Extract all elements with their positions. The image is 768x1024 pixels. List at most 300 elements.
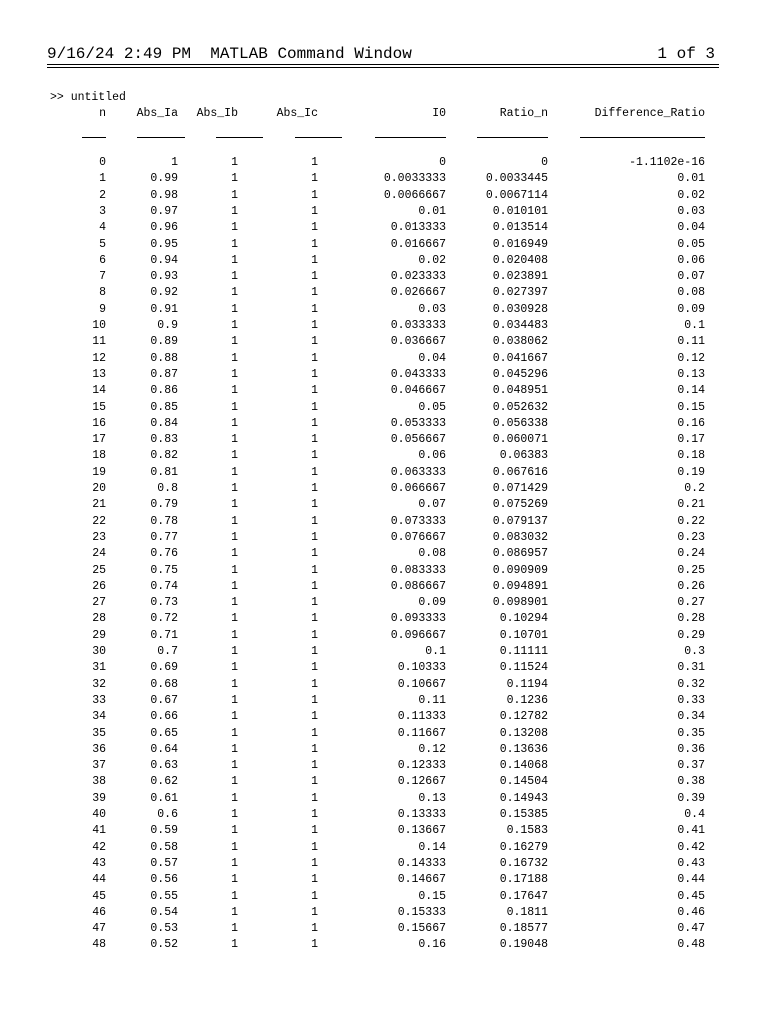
- table-cell-n: 36: [92, 742, 106, 756]
- table-cell-abs-ic: 1: [311, 319, 318, 332]
- table-cell-abs-ia: 0.67: [150, 693, 178, 707]
- table-cell-n: 43: [92, 856, 106, 870]
- table-cell-n: 1: [99, 172, 106, 186]
- table-cell-abs-ia: 0.96: [150, 221, 178, 235]
- table-cell-abs-ic: 1: [311, 482, 318, 495]
- table-cell-difference-ratio: 0.34: [677, 710, 705, 724]
- table-cell-abs-ic: 1: [311, 596, 318, 610]
- table-cell-ratio-n: 0.071429: [492, 482, 548, 495]
- table-cell-abs-ib: 1: [231, 237, 238, 251]
- table-cell-abs-ia: 0.85: [150, 400, 178, 414]
- table-cell-abs-ic: 1: [311, 367, 318, 381]
- table-cell-abs-ib: 1: [231, 873, 238, 887]
- header-title: 9/16/24 2:49 PM MATLAB Command Window: [47, 45, 412, 63]
- table-cell-ratio-n: 0.14504: [499, 775, 548, 789]
- table-cell-i0: 0.016667: [390, 237, 446, 251]
- table-cell-abs-ic: 1: [311, 547, 318, 561]
- table-cell-difference-ratio: 0.26: [677, 579, 705, 593]
- table-cell-n: 28: [92, 612, 106, 626]
- table-cell-n: 14: [92, 384, 106, 398]
- table-cell-difference-ratio: 0.39: [677, 791, 705, 805]
- table-cell-ratio-n: 0.10294: [499, 612, 548, 626]
- table-cell-i0: 0.14667: [397, 873, 446, 887]
- table-cell-n: 12: [92, 351, 106, 365]
- table-cell-i0: 0.08: [418, 547, 446, 561]
- table-cell-abs-ic: 1: [311, 759, 318, 773]
- table-cell-i0: 0.096667: [390, 628, 446, 642]
- table-cell-difference-ratio: 0.21: [677, 498, 705, 512]
- table-cell-ratio-n: 0: [541, 156, 548, 169]
- table-cell-abs-ic: 1: [311, 824, 318, 838]
- table-cell-i0: 0.11: [418, 693, 446, 707]
- table-cell-difference-ratio: 0.19: [677, 465, 705, 479]
- table-cell-ratio-n: 0.1583: [506, 824, 548, 838]
- table-cell-i0: 0.05: [418, 400, 446, 414]
- table-cell-difference-ratio: 0.12: [677, 351, 705, 365]
- table-cell-i0: 0.10667: [397, 677, 446, 691]
- table-cell-i0: 0.14333: [397, 856, 446, 870]
- table-cell-n: 41: [92, 824, 106, 838]
- table-cell-n: 30: [92, 645, 106, 658]
- table-cell-i0: 0.01: [418, 204, 446, 218]
- table-cell-difference-ratio: 0.35: [677, 726, 705, 740]
- table-cell-abs-ic: 1: [311, 742, 318, 756]
- table-cell-abs-ib: 1: [231, 221, 238, 235]
- table-cell-difference-ratio: 0.29: [677, 628, 705, 642]
- table-cell-n: 4: [99, 221, 106, 235]
- table-cell-ratio-n: 0.1811: [506, 905, 548, 919]
- table-cell-abs-ia: 0.77: [150, 530, 178, 544]
- column-underline: [580, 137, 705, 138]
- table-cell-i0: 0.13: [418, 791, 446, 805]
- table-cell-difference-ratio: 0.03: [677, 204, 705, 218]
- table-cell-difference-ratio: 0.23: [677, 530, 705, 544]
- table-cell-n: 10: [92, 319, 106, 332]
- table-cell-abs-ic: 1: [311, 221, 318, 235]
- command-prompt: >> untitled: [50, 91, 126, 104]
- table-cell-abs-ic: 1: [311, 856, 318, 870]
- table-cell-abs-ib: 1: [231, 270, 238, 284]
- table-cell-abs-ia: 0.78: [150, 514, 178, 528]
- table-cell-i0: 0.14: [418, 840, 446, 854]
- table-cell-abs-ic: 1: [311, 530, 318, 544]
- table-cell-abs-ib: 1: [231, 514, 238, 528]
- table-cell-i0: 0.15667: [397, 922, 446, 936]
- table-cell-abs-ic: 1: [311, 270, 318, 284]
- table-cell-n: 19: [92, 465, 106, 479]
- table-cell-ratio-n: 0.023891: [492, 270, 548, 284]
- table-cell-ratio-n: 0.0033445: [485, 172, 548, 186]
- table-cell-ratio-n: 0.0067114: [485, 188, 548, 202]
- table-cell-abs-ib: 1: [231, 710, 238, 724]
- column-underline: [477, 137, 548, 138]
- table-cell-abs-ib: 1: [231, 482, 238, 495]
- table-cell-i0: 0.13333: [397, 808, 446, 821]
- table-cell-difference-ratio: 0.07: [677, 270, 705, 284]
- table-cell-ratio-n: 0.038062: [492, 335, 548, 349]
- table-cell-abs-ib: 1: [231, 775, 238, 789]
- table-cell-abs-ia: 0.75: [150, 563, 178, 577]
- column-header-i0: I0: [432, 107, 446, 120]
- column-underline: [295, 137, 342, 138]
- table-cell-n: 42: [92, 840, 106, 854]
- table-cell-ratio-n: 0.075269: [492, 498, 548, 512]
- table-cell-ratio-n: 0.048951: [492, 384, 548, 398]
- table-cell-i0: 0.12333: [397, 759, 446, 773]
- table-cell-difference-ratio: 0.48: [677, 938, 705, 952]
- table-cell-ratio-n: 0.1236: [506, 693, 548, 707]
- table-cell-ratio-n: 0.010101: [492, 204, 548, 218]
- table-cell-i0: 0.11667: [397, 726, 446, 740]
- table-cell-abs-ic: 1: [311, 416, 318, 430]
- table-cell-n: 27: [92, 596, 106, 610]
- table-cell-ratio-n: 0.083032: [492, 530, 548, 544]
- table-cell-n: 0: [99, 156, 106, 169]
- column-header-abs-ib: Abs_Ib: [196, 107, 238, 120]
- table-cell-ratio-n: 0.16732: [499, 856, 548, 870]
- table-cell-abs-ic: 1: [311, 237, 318, 251]
- table-cell-abs-ia: 0.7: [157, 645, 178, 658]
- table-cell-abs-ic: 1: [311, 498, 318, 512]
- table-cell-difference-ratio: 0.28: [677, 612, 705, 626]
- table-cell-abs-ib: 1: [231, 905, 238, 919]
- table-cell-i0: 0.023333: [390, 270, 446, 284]
- table-cell-i0: 0.11333: [397, 710, 446, 724]
- table-cell-abs-ib: 1: [231, 742, 238, 756]
- table-cell-i0: 0.083333: [390, 563, 446, 577]
- table-cell-abs-ib: 1: [231, 693, 238, 707]
- table-cell-abs-ia: 0.87: [150, 367, 178, 381]
- table-cell-n: 21: [92, 498, 106, 512]
- table-cell-abs-ia: 0.56: [150, 873, 178, 887]
- table-cell-abs-ib: 1: [231, 661, 238, 675]
- table-cell-i0: 0.1: [425, 645, 446, 658]
- table-cell-abs-ia: 0.79: [150, 498, 178, 512]
- table-cell-abs-ib: 1: [231, 400, 238, 414]
- table-cell-abs-ib: 1: [231, 302, 238, 316]
- table-cell-n: 32: [92, 677, 106, 691]
- table-cell-abs-ic: 1: [311, 172, 318, 186]
- table-cell-difference-ratio: 0.41: [677, 824, 705, 838]
- table-cell-abs-ia: 0.65: [150, 726, 178, 740]
- table-cell-difference-ratio: 0.05: [677, 237, 705, 251]
- table-cell-abs-ia: 0.98: [150, 188, 178, 202]
- column-header-ratio-n: Ratio_n: [499, 107, 548, 120]
- table-cell-abs-ia: 0.82: [150, 449, 178, 463]
- table-cell-abs-ia: 0.66: [150, 710, 178, 724]
- table-cell-abs-ic: 1: [311, 791, 318, 805]
- table-cell-abs-ic: 1: [311, 188, 318, 202]
- table-cell-ratio-n: 0.034483: [492, 319, 548, 332]
- table-cell-ratio-n: 0.13208: [499, 726, 548, 740]
- table-cell-i0: 0.056667: [390, 433, 446, 447]
- table-cell-ratio-n: 0.013514: [492, 221, 548, 235]
- table-cell-abs-ib: 1: [231, 156, 238, 169]
- column-underline: [375, 137, 446, 138]
- table-cell-n: 40: [92, 808, 106, 821]
- column-header-abs-ic: Abs_Ic: [276, 107, 318, 120]
- table-cell-abs-ia: 0.57: [150, 856, 178, 870]
- table-cell-abs-ia: 1: [171, 156, 178, 169]
- table-cell-abs-ic: 1: [311, 400, 318, 414]
- table-cell-ratio-n: 0.060071: [492, 433, 548, 447]
- table-cell-ratio-n: 0.14068: [499, 759, 548, 773]
- table-cell-difference-ratio: 0.09: [677, 302, 705, 316]
- table-cell-difference-ratio: 0.43: [677, 856, 705, 870]
- table-cell-abs-ib: 1: [231, 808, 238, 821]
- table-cell-abs-ic: 1: [311, 612, 318, 626]
- table-cell-difference-ratio: 0.17: [677, 433, 705, 447]
- table-cell-abs-ic: 1: [311, 710, 318, 724]
- table-cell-abs-ib: 1: [231, 579, 238, 593]
- table-cell-difference-ratio: 0.31: [677, 661, 705, 675]
- table-cell-difference-ratio: 0.45: [677, 889, 705, 903]
- table-cell-ratio-n: 0.016949: [492, 237, 548, 251]
- table-cell-ratio-n: 0.020408: [492, 253, 548, 267]
- table-cell-i0: 0.02: [418, 253, 446, 267]
- table-cell-n: 44: [92, 873, 106, 887]
- table-cell-n: 13: [92, 367, 106, 381]
- table-cell-ratio-n: 0.041667: [492, 351, 548, 365]
- table-cell-ratio-n: 0.10701: [499, 628, 548, 642]
- table-cell-i0: 0.12: [418, 742, 446, 756]
- column-underline: [216, 137, 263, 138]
- table-cell-difference-ratio: 0.04: [677, 221, 705, 235]
- table-cell-n: 37: [92, 759, 106, 773]
- table-cell-i0: 0.07: [418, 498, 446, 512]
- table-cell-difference-ratio: 0.38: [677, 775, 705, 789]
- table-cell-abs-ic: 1: [311, 156, 318, 169]
- table-cell-abs-ic: 1: [311, 579, 318, 593]
- table-cell-abs-ia: 0.61: [150, 791, 178, 805]
- table-cell-abs-ia: 0.86: [150, 384, 178, 398]
- table-cell-abs-ib: 1: [231, 319, 238, 332]
- table-cell-difference-ratio: 0.1: [684, 319, 705, 332]
- table-cell-difference-ratio: 0.22: [677, 514, 705, 528]
- table-cell-n: 34: [92, 710, 106, 724]
- table-cell-difference-ratio: 0.14: [677, 384, 705, 398]
- table-cell-abs-ic: 1: [311, 286, 318, 300]
- table-cell-n: 16: [92, 416, 106, 430]
- table-cell-abs-ib: 1: [231, 433, 238, 447]
- table-cell-abs-ic: 1: [311, 204, 318, 218]
- table-cell-difference-ratio: 0.33: [677, 693, 705, 707]
- table-cell-abs-ic: 1: [311, 384, 318, 398]
- table-cell-abs-ic: 1: [311, 889, 318, 903]
- table-cell-abs-ic: 1: [311, 840, 318, 854]
- table-cell-abs-ic: 1: [311, 938, 318, 952]
- table-cell-abs-ia: 0.59: [150, 824, 178, 838]
- table-cell-abs-ic: 1: [311, 808, 318, 821]
- table-cell-i0: 0.13667: [397, 824, 446, 838]
- table-cell-abs-ic: 1: [311, 351, 318, 365]
- table-cell-ratio-n: 0.067616: [492, 465, 548, 479]
- table-cell-abs-ib: 1: [231, 922, 238, 936]
- table-cell-difference-ratio: 0.16: [677, 416, 705, 430]
- table-cell-abs-ia: 0.9: [157, 319, 178, 332]
- table-cell-abs-ia: 0.71: [150, 628, 178, 642]
- table-cell-i0: 0.0033333: [383, 172, 446, 186]
- table-cell-abs-ia: 0.55: [150, 889, 178, 903]
- table-cell-abs-ib: 1: [231, 791, 238, 805]
- table-cell-difference-ratio: 0.46: [677, 905, 705, 919]
- table-cell-abs-ia: 0.58: [150, 840, 178, 854]
- table-cell-abs-ic: 1: [311, 433, 318, 447]
- table-cell-abs-ib: 1: [231, 172, 238, 186]
- table-cell-ratio-n: 0.079137: [492, 514, 548, 528]
- table-cell-abs-ic: 1: [311, 253, 318, 267]
- table-cell-i0: 0.04: [418, 351, 446, 365]
- table-cell-i0: 0.086667: [390, 579, 446, 593]
- table-cell-ratio-n: 0.17188: [499, 873, 548, 887]
- table-cell-abs-ib: 1: [231, 889, 238, 903]
- table-cell-abs-ib: 1: [231, 188, 238, 202]
- table-cell-difference-ratio: 0.01: [677, 172, 705, 186]
- table-cell-ratio-n: 0.090909: [492, 563, 548, 577]
- table-cell-abs-ic: 1: [311, 302, 318, 316]
- table-cell-abs-ia: 0.93: [150, 270, 178, 284]
- table-cell-ratio-n: 0.098901: [492, 596, 548, 610]
- table-cell-abs-ic: 1: [311, 661, 318, 675]
- table-cell-abs-ia: 0.92: [150, 286, 178, 300]
- table-cell-abs-ib: 1: [231, 547, 238, 561]
- table-cell-n: 11: [92, 335, 106, 349]
- table-cell-abs-ia: 0.84: [150, 416, 178, 430]
- table-cell-i0: 0.15: [418, 889, 446, 903]
- table-cell-i0: 0: [439, 156, 446, 169]
- table-cell-abs-ic: 1: [311, 693, 318, 707]
- table-cell-difference-ratio: 0.08: [677, 286, 705, 300]
- table-cell-abs-ib: 1: [231, 351, 238, 365]
- table-cell-abs-ib: 1: [231, 563, 238, 577]
- table-cell-abs-ia: 0.52: [150, 938, 178, 952]
- table-cell-n: 46: [92, 905, 106, 919]
- table-cell-n: 38: [92, 775, 106, 789]
- table-cell-i0: 0.076667: [390, 530, 446, 544]
- table-cell-difference-ratio: 0.36: [677, 742, 705, 756]
- table-cell-n: 5: [99, 237, 106, 251]
- table-cell-abs-ib: 1: [231, 612, 238, 626]
- table-cell-abs-ib: 1: [231, 645, 238, 658]
- table-cell-n: 20: [92, 482, 106, 495]
- table-cell-ratio-n: 0.094891: [492, 579, 548, 593]
- table-cell-abs-ib: 1: [231, 677, 238, 691]
- table-cell-abs-ia: 0.89: [150, 335, 178, 349]
- table-cell-n: 18: [92, 449, 106, 463]
- table-cell-abs-ic: 1: [311, 563, 318, 577]
- table-cell-n: 17: [92, 433, 106, 447]
- table-cell-i0: 0.063333: [390, 465, 446, 479]
- table-cell-i0: 0.036667: [390, 335, 446, 349]
- table-cell-ratio-n: 0.1194: [506, 677, 548, 691]
- table-cell-i0: 0.053333: [390, 416, 446, 430]
- column-underline: [82, 137, 106, 138]
- table-cell-ratio-n: 0.045296: [492, 367, 548, 381]
- table-cell-abs-ib: 1: [231, 286, 238, 300]
- table-cell-difference-ratio: 0.2: [684, 482, 705, 495]
- table-cell-abs-ia: 0.73: [150, 596, 178, 610]
- table-cell-i0: 0.043333: [390, 367, 446, 381]
- table-cell-abs-ib: 1: [231, 824, 238, 838]
- table-cell-abs-ib: 1: [231, 759, 238, 773]
- table-cell-ratio-n: 0.16279: [499, 840, 548, 854]
- table-cell-difference-ratio: 0.13: [677, 367, 705, 381]
- table-cell-difference-ratio: 0.11: [677, 335, 705, 349]
- table-cell-abs-ia: 0.74: [150, 579, 178, 593]
- table-cell-difference-ratio: 0.24: [677, 547, 705, 561]
- table-cell-ratio-n: 0.15385: [499, 808, 548, 821]
- table-cell-difference-ratio: 0.06: [677, 253, 705, 267]
- table-cell-i0: 0.026667: [390, 286, 446, 300]
- table-cell-n: 24: [92, 547, 106, 561]
- table-cell-abs-ib: 1: [231, 856, 238, 870]
- table-cell-n: 8: [99, 286, 106, 300]
- table-cell-difference-ratio: 0.27: [677, 596, 705, 610]
- table-cell-ratio-n: 0.11111: [499, 645, 548, 658]
- table-cell-n: 15: [92, 400, 106, 414]
- table-cell-abs-ib: 1: [231, 498, 238, 512]
- column-header-abs-ia: Abs_Ia: [136, 107, 178, 120]
- table-cell-difference-ratio: 0.47: [677, 922, 705, 936]
- table-cell-abs-ib: 1: [231, 465, 238, 479]
- table-cell-abs-ic: 1: [311, 335, 318, 349]
- table-cell-i0: 0.093333: [390, 612, 446, 626]
- table-cell-ratio-n: 0.13636: [499, 742, 548, 756]
- table-cell-abs-ic: 1: [311, 905, 318, 919]
- table-cell-abs-ib: 1: [231, 204, 238, 218]
- table-cell-difference-ratio: 0.44: [677, 873, 705, 887]
- table-cell-ratio-n: 0.14943: [499, 791, 548, 805]
- table-cell-abs-ib: 1: [231, 938, 238, 952]
- table-cell-n: 26: [92, 579, 106, 593]
- table-cell-ratio-n: 0.052632: [492, 400, 548, 414]
- table-cell-n: 2: [99, 188, 106, 202]
- table-cell-ratio-n: 0.11524: [499, 661, 548, 675]
- table-cell-abs-ib: 1: [231, 596, 238, 610]
- column-header-n: n: [99, 107, 106, 120]
- table-cell-abs-ic: 1: [311, 873, 318, 887]
- table-cell-n: 47: [92, 922, 106, 936]
- table-cell-i0: 0.12667: [397, 775, 446, 789]
- table-cell-i0: 0.03: [418, 302, 446, 316]
- table-cell-i0: 0.013333: [390, 221, 446, 235]
- table-cell-i0: 0.10333: [397, 661, 446, 675]
- table-cell-n: 33: [92, 693, 106, 707]
- table-cell-n: 22: [92, 514, 106, 528]
- table-cell-n: 35: [92, 726, 106, 740]
- table-cell-abs-ia: 0.81: [150, 465, 178, 479]
- table-cell-n: 25: [92, 563, 106, 577]
- table-cell-i0: 0.15333: [397, 905, 446, 919]
- column-underline: [137, 137, 185, 138]
- table-cell-abs-ib: 1: [231, 726, 238, 740]
- table-cell-abs-ia: 0.76: [150, 547, 178, 561]
- table-cell-n: 3: [99, 204, 106, 218]
- table-cell-n: 31: [92, 661, 106, 675]
- table-cell-i0: 0.0066667: [383, 188, 446, 202]
- table-cell-abs-ic: 1: [311, 645, 318, 658]
- table-cell-n: 45: [92, 889, 106, 903]
- table-cell-i0: 0.033333: [390, 319, 446, 332]
- table-cell-abs-ic: 1: [311, 726, 318, 740]
- table-cell-difference-ratio: 0.25: [677, 563, 705, 577]
- table-cell-abs-ic: 1: [311, 449, 318, 463]
- table-cell-difference-ratio: 0.32: [677, 677, 705, 691]
- table-cell-n: 23: [92, 530, 106, 544]
- table-cell-abs-ia: 0.8: [157, 482, 178, 495]
- table-cell-abs-ia: 0.62: [150, 775, 178, 789]
- table-cell-difference-ratio: 0.15: [677, 400, 705, 414]
